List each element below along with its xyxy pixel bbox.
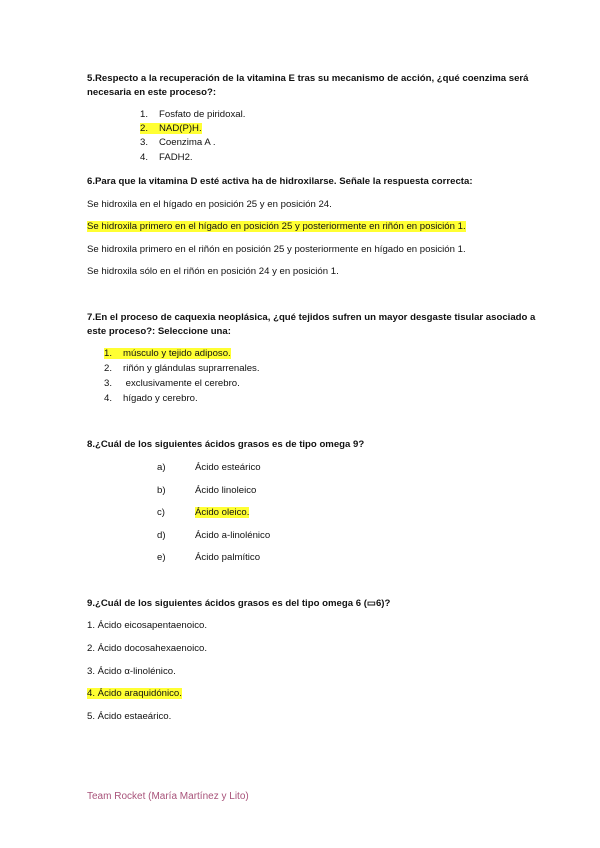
q6-option-2 <box>87 220 466 234</box>
option-letter: d) <box>157 530 166 541</box>
q7-option-4 <box>104 392 198 406</box>
question-7: 7.En el proceso de caquexia neoplásica, ¿qué tejidos sufren un mayor desgaste tisular asociado a este proceso?: Seleccione una: <box>87 312 536 337</box>
option-text: Fosfato de piridoxal. <box>159 109 246 120</box>
option-text: 4. Ácido araquidónico. <box>87 688 182 699</box>
q5-option-1 <box>140 108 245 122</box>
q9-option-3: 3. Ácido α-linolénico. <box>87 666 176 677</box>
q6-option-1: Se hidroxila en el hígado en posición 25 y en posición 24. <box>87 199 332 210</box>
q7-option-3 <box>104 377 240 391</box>
q5-option-2 <box>140 122 202 136</box>
q8-option-e <box>157 551 260 565</box>
question-9: 9.¿Cuál de los siguientes ácidos grasos es del tipo omega 6 (▭6)? <box>87 598 391 609</box>
q5-option-4 <box>140 151 193 165</box>
q8-option-d <box>157 529 270 543</box>
q7-option-1 <box>104 347 231 361</box>
q5-option-3 <box>140 136 216 150</box>
option-text: Ácido a-linolénico <box>195 530 271 541</box>
question-5: 5.Respecto a la recuperación de la vitamina E tras su mecanismo de acción, ¿qué coenzima será necesaria en este proceso?: <box>87 73 529 98</box>
option-number: 3. <box>104 378 113 389</box>
option-text: exclusivamente el cerebro. <box>123 378 240 389</box>
option-text: Ácido esteárico <box>195 462 261 473</box>
option-number: 1. <box>104 348 113 359</box>
q6-option-3: Se hidroxila primero en el riñón en posición 25 y posteriormente en hígado en posición 1. <box>87 244 466 255</box>
option-letter: a) <box>157 462 166 473</box>
option-text: FADH2. <box>159 152 193 163</box>
option-number: 3. <box>140 137 149 148</box>
q9-option-1: 1. Ácido eicosapentaenoico. <box>87 620 208 631</box>
option-text: Coenzima A . <box>159 137 216 148</box>
option-letter: e) <box>157 552 166 563</box>
option-text: riñón y glándulas suprarrenales. <box>123 363 260 374</box>
question-8: 8.¿Cuál de los siguientes ácidos grasos es de tipo omega 9? <box>87 439 365 450</box>
question-6: 6.Para que la vitamina D esté activa ha de hidroxilarse. Señale la respuesta correcta: <box>87 176 473 187</box>
q9-option-2: 2. Ácido docosahexaenoico. <box>87 643 208 654</box>
option-letter: c) <box>157 507 165 518</box>
q8-option-c <box>157 506 249 520</box>
option-text: hígado y cerebro. <box>123 393 198 404</box>
q6-option-4: Se hidroxila sólo en el riñón en posición 24 y en posición 1. <box>87 266 339 277</box>
q8-option-b <box>157 484 256 498</box>
option-text: Ácido palmítico <box>195 552 261 563</box>
option-number: 4. <box>140 152 149 163</box>
option-number: 4. <box>104 393 113 404</box>
q8-option-a <box>157 461 261 475</box>
option-text: Ácido oleico. <box>195 507 250 518</box>
q9-option-4 <box>87 687 182 701</box>
option-text: músculo y tejido adiposo. <box>123 348 231 359</box>
option-number: 1. <box>140 109 149 120</box>
option-text: Ácido linoleico <box>195 485 257 496</box>
option-letter: b) <box>157 485 166 496</box>
option-number: 2. <box>104 363 113 374</box>
option-text: NAD(P)H. <box>159 123 202 134</box>
q9-option-5: 5. Ácido estaeárico. <box>87 711 172 722</box>
option-number: 2. <box>140 123 149 134</box>
page-footer: Team Rocket (María Martínez y Lito) <box>87 791 249 802</box>
q7-option-2 <box>104 362 260 376</box>
option-text: Se hidroxila primero en el hígado en posición 25 y posteriormente en riñón en posición 1. <box>87 221 466 232</box>
